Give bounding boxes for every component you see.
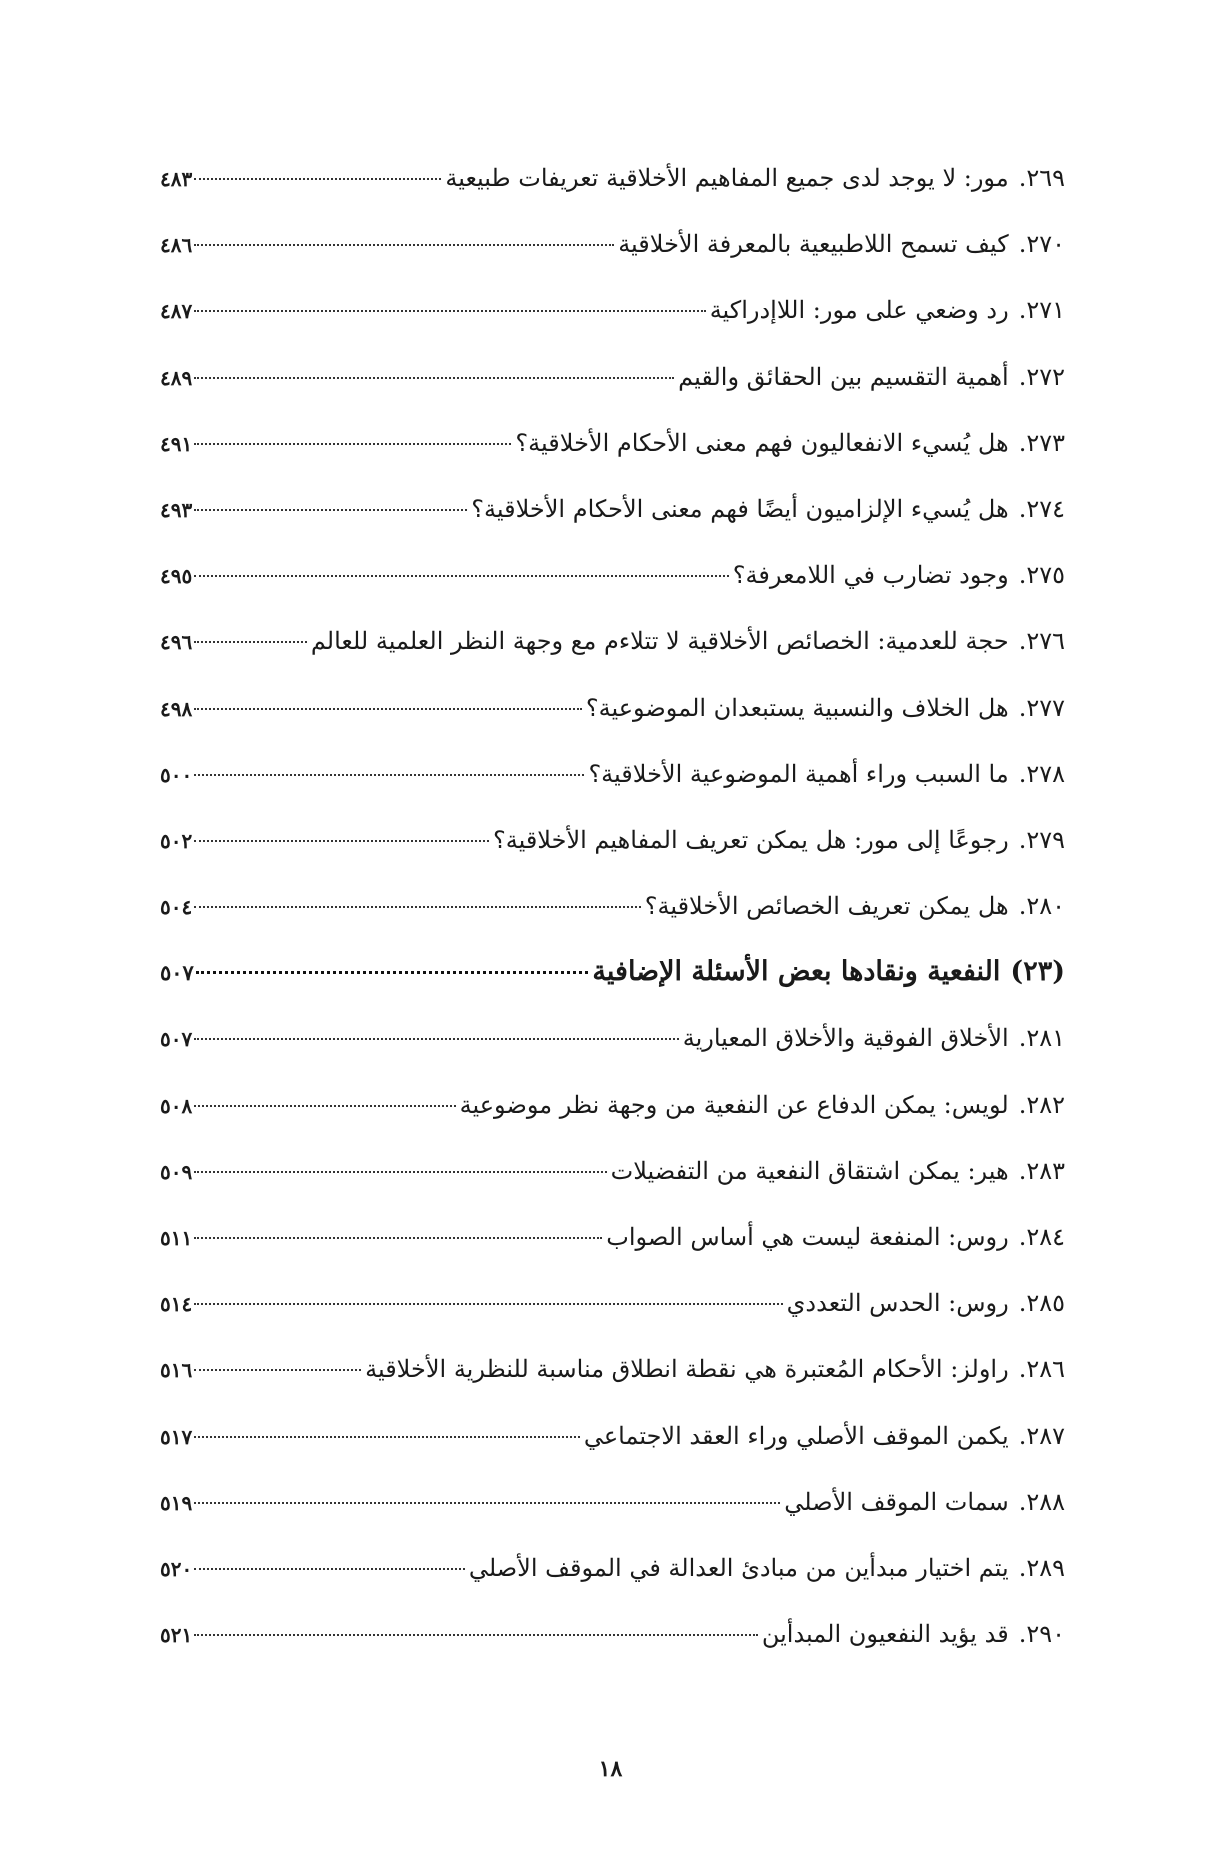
toc-entry [160,1482,1065,1548]
entry-title: النفعية ونقادها بعض الأسئلة الإضافية [592,956,1001,988]
entry-title: قد يؤيد النفعيون المبدأين [761,1620,1009,1649]
entry-number: ٢٧٣. [1018,428,1065,457]
toc-entry [160,290,1065,356]
entry-page-number: ٤٩١ [160,431,193,456]
entry-title: روس: الحدس التعددي [786,1289,1009,1318]
entry-title: الأخلاق الفوقية والأخلاق المعيارية [682,1024,1009,1053]
entry-number: ٢٨٢. [1018,1090,1065,1119]
entry-page-number: ٤٩٦ [160,630,193,655]
dot-leader [194,575,729,577]
entry-number: ٢٨٤. [1018,1223,1065,1251]
entry-page-number: ٤٩٥ [160,564,193,589]
entry-number: ٢٨٥. [1018,1289,1065,1318]
dot-leader [194,443,511,445]
entry-page-number: ٥٠٩ [160,1159,193,1184]
entry-number: ٢٧٤. [1018,494,1065,523]
entry-title: حجة للعدمية: الخصائص الأخلاقية لا تتلاءم مع وجهة النظر العلمية للعالم [310,627,1009,656]
dot-leader [194,1105,455,1107]
toc-entry [160,224,1065,290]
entry-title: هل يُسيء الانفعاليون فهم معنى الأحكام الأخلاقية؟ [515,428,1009,457]
entry-number: ٢٧٨. [1018,759,1065,788]
toc-entry [160,1018,1065,1084]
dot-leader [194,1038,678,1040]
toc-entry [160,489,1065,555]
toc-entry [160,820,1065,886]
entry-page-number: ٥٠٢ [160,828,193,853]
entry-number: ٢٨٣. [1018,1156,1065,1185]
dot-leader [194,244,614,246]
toc-entry [160,1151,1065,1217]
toc-entry [160,555,1065,621]
entry-title: مور: لا يوجد لدى جميع المفاهيم الأخلاقية تعريفات طبيعية [445,164,1009,192]
entry-page-number: ٤٨٧ [160,299,193,324]
entry-number: ٢٨٠. [1018,892,1065,921]
toc-entry [160,1085,1065,1151]
entry-page-number: ٥١٤ [160,1292,193,1317]
toc-entry [160,357,1065,423]
dot-leader [194,840,489,842]
toc-entry [160,886,1065,952]
dot-leader [194,1237,602,1239]
dot-leader [194,906,640,908]
entry-number: (٢٣) [1010,956,1065,988]
dot-leader [194,509,467,511]
entry-title: كيف تسمح اللاطبيعية بالمعرفة الأخلاقية [618,230,1009,259]
entry-number: ٢٨٩. [1018,1553,1065,1582]
dot-leader [194,1436,580,1438]
entry-title: رد وضعي على مور: اللاإدراكية [709,296,1009,325]
dot-leader [194,708,582,710]
entry-number: ٢٧٠. [1018,230,1065,259]
entry-number: ٢٧٢. [1018,362,1065,391]
page-number: ١٨ [598,1756,623,1782]
entry-page-number: ٤٨٦ [160,233,193,258]
entry-page-number: ٥٢١ [160,1623,193,1648]
dot-leader [194,774,584,776]
toc-entry [160,423,1065,489]
dot-leader [194,1369,361,1371]
toc-section-heading [160,952,1065,1018]
dot-leader [196,971,589,974]
entry-title: رجوعًا إلى مور: هل يمكن تعريف المفاهيم الأخلاقية؟ [492,825,1009,854]
entry-page-number: ٤٨٣ [160,167,193,191]
dot-leader [194,310,705,312]
toc-entry [160,1349,1065,1415]
entry-number: ٢٧٩. [1018,825,1065,854]
entry-title: وجود تضارب في اللامعرفة؟ [732,561,1009,590]
entry-number: ٢٧١. [1018,296,1065,325]
entry-title: هل الخلاف والنسبية يستبعدان الموضوعية؟ [585,693,1009,722]
entry-title: هل يُسيء الإلزاميون أيضًا فهم معنى الأحكام الأخلاقية؟ [471,494,1009,523]
dot-leader [194,1502,780,1504]
entry-title: هل يمكن تعريف الخصائص الأخلاقية؟ [644,892,1009,921]
entry-title: لويس: يمكن الدفاع عن النفعية من وجهة نظر موضوعية [459,1090,1009,1119]
dot-leader [194,377,674,379]
entry-page-number: ٥٠٠ [160,762,193,787]
entry-number: ٢٧٧. [1018,693,1065,722]
entry-page-number: ٤٨٩ [160,365,193,390]
dot-leader [194,1303,782,1305]
toc-entry [160,1614,1065,1680]
entry-number: ٢٩٠. [1018,1620,1065,1649]
toc-entry [160,1548,1065,1614]
toc-entry [160,754,1065,820]
toc-entry [160,688,1065,754]
entry-page-number: ٥٠٨ [160,1093,193,1118]
dot-leader [194,1634,758,1636]
dot-leader [194,641,307,643]
entry-page-number: ٥٢٠ [160,1556,193,1581]
dot-leader [194,1171,606,1173]
entry-number: ٢٧٥. [1018,561,1065,590]
entry-page-number: ٥٠٧ [160,960,194,986]
entry-number: ٢٦٩. [1018,164,1065,192]
entry-page-number: ٥١٧ [160,1424,193,1449]
entry-title: هير: يمكن اشتقاق النفعية من التفضيلات [610,1156,1009,1185]
dot-leader [194,1568,465,1570]
toc-entry [160,1283,1065,1349]
entry-number: ٢٨٨. [1018,1487,1065,1516]
entry-page-number: ٥٠٤ [160,895,193,920]
entry-page-number: ٥١١ [160,1226,193,1250]
toc-entry [160,1416,1065,1482]
entry-title: روس: المنفعة ليست هي أساس الصواب [606,1223,1009,1251]
entry-number: ٢٨٦. [1018,1355,1065,1384]
entry-number: ٢٨٧. [1018,1421,1065,1450]
entry-page-number: ٥١٩ [160,1490,193,1515]
entry-title: راولز: الأحكام المُعتبرة هي نقطة انطلاق مناسبة للنظرية الأخلاقية [365,1355,1009,1384]
entry-title: يكمن الموقف الأصلي وراء العقد الاجتماعي [583,1421,1009,1450]
toc-entry [160,158,1065,224]
entry-number: ٢٧٦. [1018,627,1065,656]
entry-number: ٢٨١. [1018,1024,1065,1053]
table-of-contents [160,158,1065,1680]
entry-page-number: ٥١٦ [160,1358,193,1383]
entry-page-number: ٤٩٣ [160,497,193,522]
toc-entry [160,621,1065,687]
entry-title: ما السبب وراء أهمية الموضوعية الأخلاقية؟ [588,759,1009,788]
toc-entry [160,1217,1065,1283]
entry-page-number: ٤٩٨ [160,696,193,721]
entry-title: يتم اختيار مبدأين من مبادئ العدالة في الموقف الأصلي [468,1553,1009,1582]
entry-title: سمات الموقف الأصلي [784,1487,1009,1516]
entry-title: أهمية التقسيم بين الحقائق والقيم [678,362,1009,391]
entry-page-number: ٥٠٧ [160,1027,193,1052]
dot-leader [194,178,441,180]
